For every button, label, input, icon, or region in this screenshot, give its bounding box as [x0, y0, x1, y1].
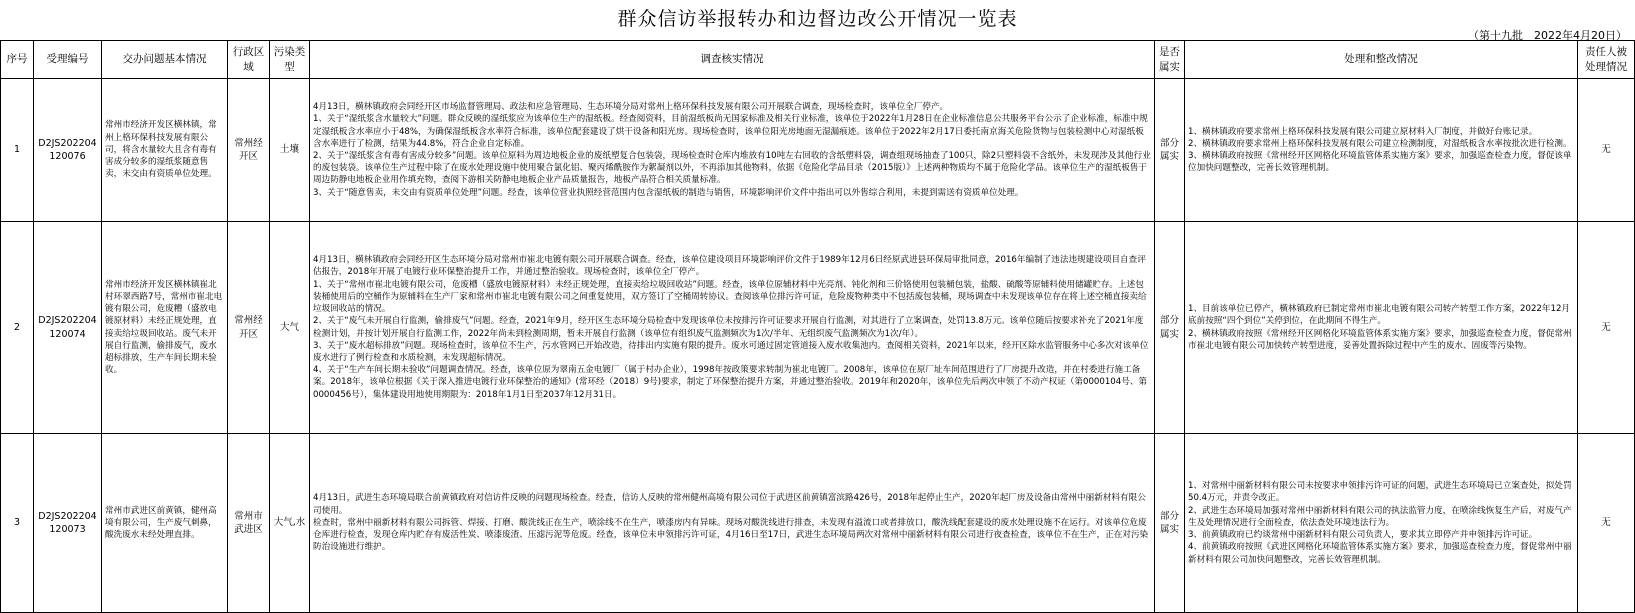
handling-paragraph: 3、前黄镇政府已约谈常州中丽新材料有限公司负责人，要求其立即停产并申领排污许可证。 — [1188, 530, 1538, 541]
cell-type: 大气 — [270, 222, 310, 434]
finding-paragraph: 4月13日，武进生态环境局联合前黄镇政府对信访件反映的问题现场检查。经查，信访人反映的常州健州高境有限公司位于武进区前黄镇富滨路426号，2018年起停止生产，2020年起厂房及设备由常州中丽新材料有限公司使用。 — [313, 493, 1146, 516]
header-true: 是否属实 — [1155, 41, 1185, 79]
cell-problem: 常州市武进区前黄镇，健州高境有限公司，生产废气刺鼻，酸洗废水未经处理直排。 — [102, 434, 228, 613]
finding-paragraph: 检查时，常州中丽新材料有限公司拆管、焊接、打磨、酸洗线正在生产，喷涂线不在生产，喷漆房内有异味。现场对酸洗线进行排查，未发现有溢流口或者排放口，酸洗线配套建设的废水处理设施不在运行。对该单位危废仓库进行检查，发现仓库内贮存有废活性炭、喷漆废渣、压滤污泥等危废。经查，该单位未申领排污许可证，4月16日至17日，武进生态环境局两次对常州中丽新材料有限公司进行夜查检查，该单位不在生产，正在对污染防治设施进行维护。 — [313, 517, 1149, 553]
header-handling: 处理和整改情况 — [1185, 41, 1578, 79]
cell-findings — [310, 79, 1155, 222]
header-region: 行政区域 — [228, 41, 270, 79]
cell-handling — [1185, 434, 1578, 613]
batch-date: （第十九批 2022年4月20日） — [1468, 29, 1627, 42]
handling-paragraph: 2、横林镇政府要求常州上格环保科技发展有限公司建立检测制度，对湿纸板含水率按批次进行检测。 — [1188, 138, 1572, 149]
finding-paragraph: 1、关于“湿纸浆含水量较大”问题。群众反映的湿纸浆应为该单位生产的湿纸板。经查阅资料，目前湿纸板尚无国家标准及相关行业标准，该单位于2022年1月28日在企业标准信息公共服务平台公示了企业标准，标准中规定湿纸板含水率应小于48%，为确保湿纸板含水率符合标准，该单位配套建设了烘干设备和阳光房。现场检查时，该单位阳光房地面无湿漏痕迹。该单位于2022年2月17日委托南京海关危险货物与包装检测中心对湿纸板含水率进行了检测，结果为44.8%，符合企业自定标准。 — [313, 114, 1148, 149]
finding-paragraph: 3、关于“随意售卖，未交由有资质单位处理”问题。经查，该单位营业执照经营范围内包含湿纸板的制造与销售，环境影响评价文件中指出可以外售综合利用，未提到需送有资质单位处理。 — [313, 187, 1024, 198]
cell-handling — [1185, 79, 1578, 222]
finding-paragraph: 4、关于“生产车间长期未验收”问题调查情况。经查，该单位原为翠南五金电镀厂（属于村办企业），1998年按政策要求转制为崔北电镀厂。2008年，该单位在原厂址车间范围进行了厂房提升改造，并在村委进行施工备案。2018年，该单位根据《关于深入推进电镀行业环保整治的通知》(常环经（2018）9号)要求，制定了环保整治提升方案，并通过整治验收。2019年和2020年，该单位先后两次申领了不动产权证（第0000104号、第0000456号），集体建设用地使用期限为：2018年1月1日至2037年12月31日。 — [313, 365, 1148, 400]
cell-no: 3 — [1, 434, 34, 613]
cell-problem: 常州市经济开发区横林镇崔北村环翠西路7号，常州市崔北电镀有限公司，危废糟（盛放电镀原材料）未经正规处理，直接卖给垃圾回收站。废气未开展自行监测，偷排废气，废水超标排放，生产车间长期未验收。 — [102, 222, 228, 434]
handling-paragraph: 1、横林镇政府要求常州上格环保科技发展有限公司建立原材料入厂制度，并做好台账记录。 — [1188, 126, 1538, 137]
handling-paragraph: 4、前黄镇政府按照《武进区网格化环境监管体系实施方案》要求，加强巡查检查力度，督促常州中丽新材料有限公司加快问题整改，完善长效管理机制。 — [1188, 542, 1572, 565]
cell-no: 2 — [1, 222, 34, 434]
table-row — [1, 434, 1635, 613]
cell-no: 1 — [1, 79, 34, 222]
cell-true: 部分属实 — [1155, 434, 1185, 613]
cell-handling — [1185, 222, 1578, 434]
header-problem: 交办问题基本情况 — [102, 41, 228, 79]
cell-problem: 常州市经济开发区横林镇，常州上格环保科技发展有限公司，将含水量较大且含有毒有害成分较多的湿纸浆随意售卖，未交由有资质单位处理。 — [102, 79, 228, 222]
finding-paragraph: 1、关于“常州市崔北电镀有限公司，危废槽（盛放电镀原材料）未经正规处理，直接卖给垃圾回收站”问题。经查，该单位原辅材料中光亮剂、钝化剂和三价铬使用包装桶包装，盐酸、硫酸等原辅料使用储罐贮存。上述包装桶使用后的空桶作为原辅料在生产厂家和常州市崔北电镀有限公司之间重复使用，双方签订了空桶周转协议。查阅该单位排污许可证，危险废物种类中不包括废包装桶，现场调查中未发现该单位存在将上述空桶直接卖给垃圾回收站的情况。 — [313, 279, 1147, 315]
cell-findings — [310, 222, 1155, 434]
table-row — [1, 79, 1635, 222]
header-person: 责任人被处理情况 — [1578, 41, 1635, 79]
cell-true: 部分属实 — [1155, 79, 1185, 222]
finding-paragraph: 4月13日，横林镇政府会同经开区生态环境分局对常州市崔北电镀有限公司开展联合调查。经查，该单位建设项目环境影响评价文件于1989年12月6日经原武进县环保局审批同意，2016年编制了违法违规建设项目自查评估报告，2018年开展了电镀行业环保整治提升工作，并通过整治验收。现场检查时，该单位全厂停产。 — [313, 255, 1146, 278]
cell-region: 常州经开区 — [228, 222, 270, 434]
page-title: 群众信访举报转办和边督边改公开情况一览表 — [617, 8, 1018, 30]
handling-paragraph: 1、对常州中丽新材料有限公司未按要求申领排污许可证的问题，武进生态环境局已立案查处，拟处罚50.4万元，并责令改正。 — [1188, 481, 1572, 504]
header-id: 受理编号 — [34, 41, 102, 79]
cell-person: 无 — [1578, 434, 1635, 613]
cell-type: 土壤 — [270, 79, 310, 222]
finding-paragraph: 2、关于“废气未开展自行监测，偷排废气”问题。经查，2021年9月，经开区生态环境分局检查中发现该单位未按排污许可证要求开展自行监测，对其进行了立案调查，处罚13.8万元。该单位随后按要求补充了2021年度检测计划，并按计划开展自行监测工作，2022年尚未到检测周期，暂未开展自行监测（该单位有组织废气监测频次为1次/半年、无组织废气监测频次为1次/年）。 — [313, 316, 1144, 339]
cell-id: D2JS202204120076 — [34, 79, 102, 222]
handling-paragraph: 2、横林镇政府按照《常州经开区网格化环境监管体系实施方案》要求，加强巡查检查力度，督促常州市崔北电镀有限公司加快转产转型进度，妥善处置拆除过程中产生的废水、固废等污染物。 — [1188, 328, 1572, 351]
cell-person: 无 — [1578, 222, 1635, 434]
handling-paragraph: 1、目前该单位已停产，横林镇政府已制定常州市崔北电镀有限公司转产转型工作方案，2022年12月底前按照“四个到位”关停到位，在此期间不得生产。 — [1188, 304, 1571, 327]
cell-person: 无 — [1578, 79, 1635, 222]
header-no: 序号 — [1, 41, 34, 79]
header-findings: 调查核实情况 — [310, 41, 1155, 79]
cell-region: 常州经开区 — [228, 79, 270, 222]
finding-paragraph: 3、关于“废水超标排放”问题。现场检查时，该单位不生产，污水管网已开始改造，待排出内实施有限的提升。废水可通过固定管道接入废水收集池内。查阅相关资料，2021年以来，经开区除水监管服务中心多次对该单位废水进行了例行检查和水质检测，未发现超标情况。 — [313, 340, 1149, 363]
handling-paragraph: 2、武进生态环境局加强对常州中丽新材料有限公司的执法监管力度，在喷涂线恢复生产后，对废气产生及处理情况进行全面检查，依法查处环境违法行为。 — [1188, 505, 1572, 528]
cell-id: D2JS202204120073 — [34, 434, 102, 613]
handling-paragraph: 3、横林镇政府按照《常州经开区网格化环境监管体系实施方案》要求，加强巡查检查力度，督促该单位加快问题整改，完善长效管理机制。 — [1188, 151, 1572, 174]
cell-findings — [310, 434, 1155, 613]
cell-region: 常州市武进区 — [228, 434, 270, 613]
report-table — [0, 40, 1635, 613]
finding-paragraph: 2、关于“湿纸浆含有毒有害成分较多”问题。该单位原料为周边地板企业的废纸塑复合包装袋，现场检查时仓库内堆放有10吨左右回收的含纸塑料袋，调查组现场抽查了100只，除2只塑料袋不含纸外，未发现涉及其他行业的废包装袋。该单位生产过程中除了在废水处理设施中使用聚合氯化铝、聚丙烯酰胺作为絮凝剂以外，不再添加其他物料，依据《危险化学品目录（2015版）》上述两种物质均不属于危险化学品。该单位生产的湿纸板售于周边防静电地板企业用作填充物，查阅下游相关防静电地板企业产品质量报告，地板产品符合相关质量标准。 — [313, 151, 1151, 186]
cell-type: 大气,水 — [270, 434, 310, 613]
table-header-row — [1, 41, 1635, 79]
cell-id: D2JS202204120074 — [34, 222, 102, 434]
table-row — [1, 222, 1635, 434]
cell-true: 部分属实 — [1155, 222, 1185, 434]
finding-paragraph: 4月13日，横林镇政府会同经开区市场监督管理局、政法和应急管理局、生态环境分局对常州上格环保科技发展有限公司开展联合调查，现场检查时，该单位全厂停产。 — [313, 102, 949, 113]
header-type: 污染类型 — [270, 41, 310, 79]
